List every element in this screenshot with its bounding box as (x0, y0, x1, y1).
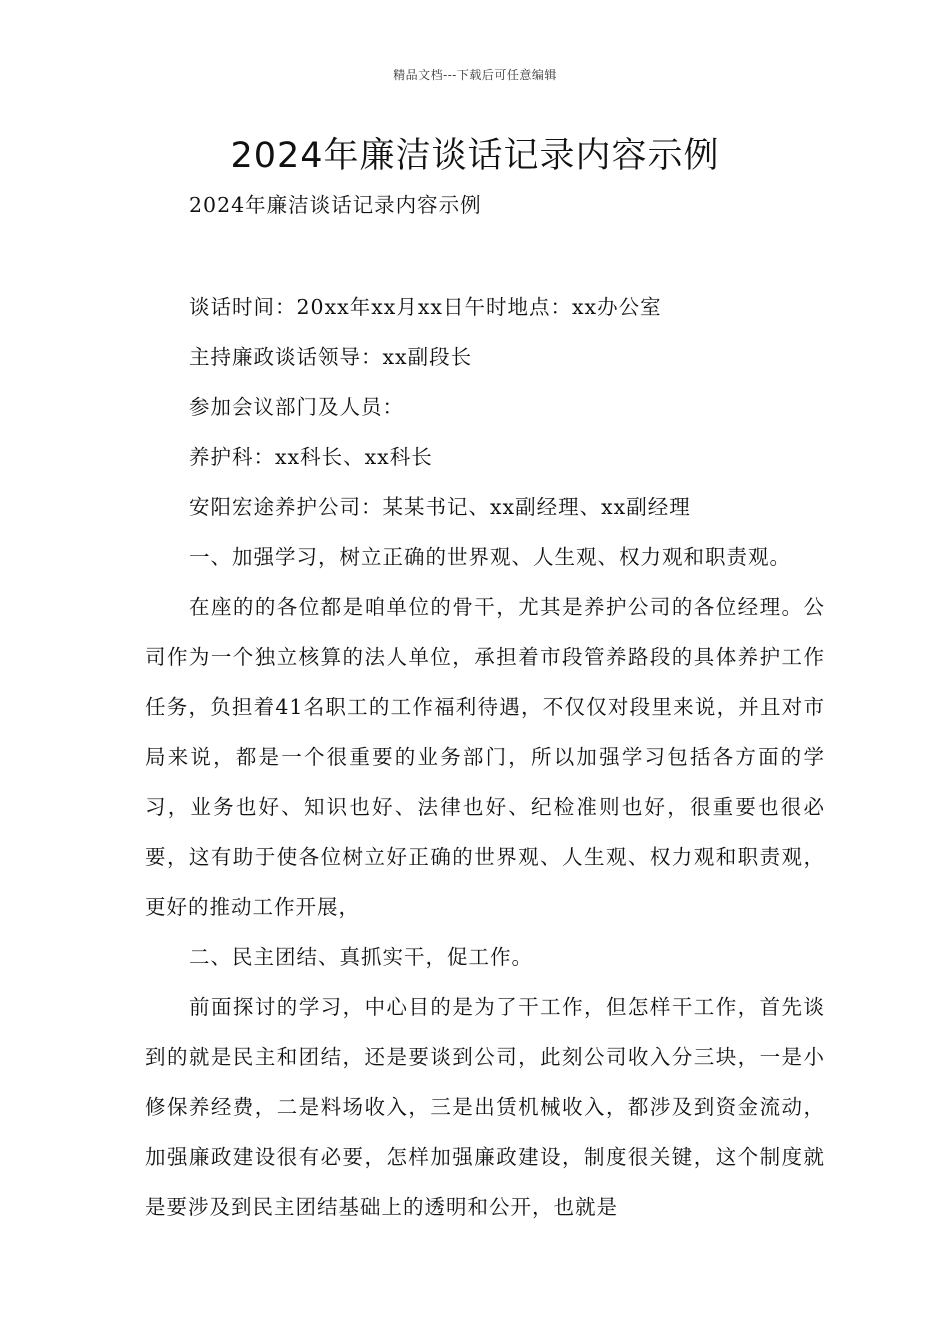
attendees-company: 安阳宏途养护公司：某某书记、xx副经理、xx副经理 (189, 495, 691, 519)
document-body (145, 180, 825, 1232)
attendees-maintenance-dept: 养护科：xx科长、xx科长 (189, 445, 433, 469)
attendees-label: 参加会议部门及人员： (189, 395, 404, 419)
section-1-body: 在座的的各位都是咱单位的骨干，尤其是养护公司的各位经理。公司作为一个独立核算的法人单位，承担着市段管养路段的具体养护工作任务，负担着41名职工的工作福利待遇，不仅仅对段里来说，并且对市局来说，都是一个很重要的业务部门，所以加强学习包括各方面的学习，业务也好、知识也好、法律也好、纪检准则也好，很重要也很必要，这有助于使各位树立好正确的世界观、人生观、权力观和职责观，更好的推动工作开展， (145, 595, 825, 919)
page-header-watermark: 精品文档---下载后可任意编辑 (393, 68, 557, 82)
subtitle-paragraph: 2024年廉洁谈话记录内容示例 (189, 193, 482, 217)
blank-line (145, 230, 825, 282)
meeting-host: 主持廉政谈话领导：xx副段长 (189, 345, 473, 369)
section-heading-2: 二、民主团结、真抓实干，促工作。 (189, 945, 533, 969)
meeting-time-place: 谈话时间：20xx年xx月xx日午时地点：xx办公室 (189, 295, 662, 319)
document-title: 2024年廉洁谈话记录内容示例 (230, 136, 720, 176)
section-2-body: 前面探讨的学习，中心目的是为了干工作，但怎样干工作，首先谈到的就是民主和团结，还是要谈到公司，此刻公司收入分三块，一是小修保养经费，二是料场收入，三是出赁机械收入，都涉及到资金流动，加强廉政建设很有必要，怎样加强廉政建设，制度很关键，这个制度就是要涉及到民主团结基础上的透明和公开，也就是 (145, 995, 825, 1219)
section-heading-1: 一、加强学习，树立正确的世界观、人生观、权力观和职责观。 (189, 545, 791, 569)
